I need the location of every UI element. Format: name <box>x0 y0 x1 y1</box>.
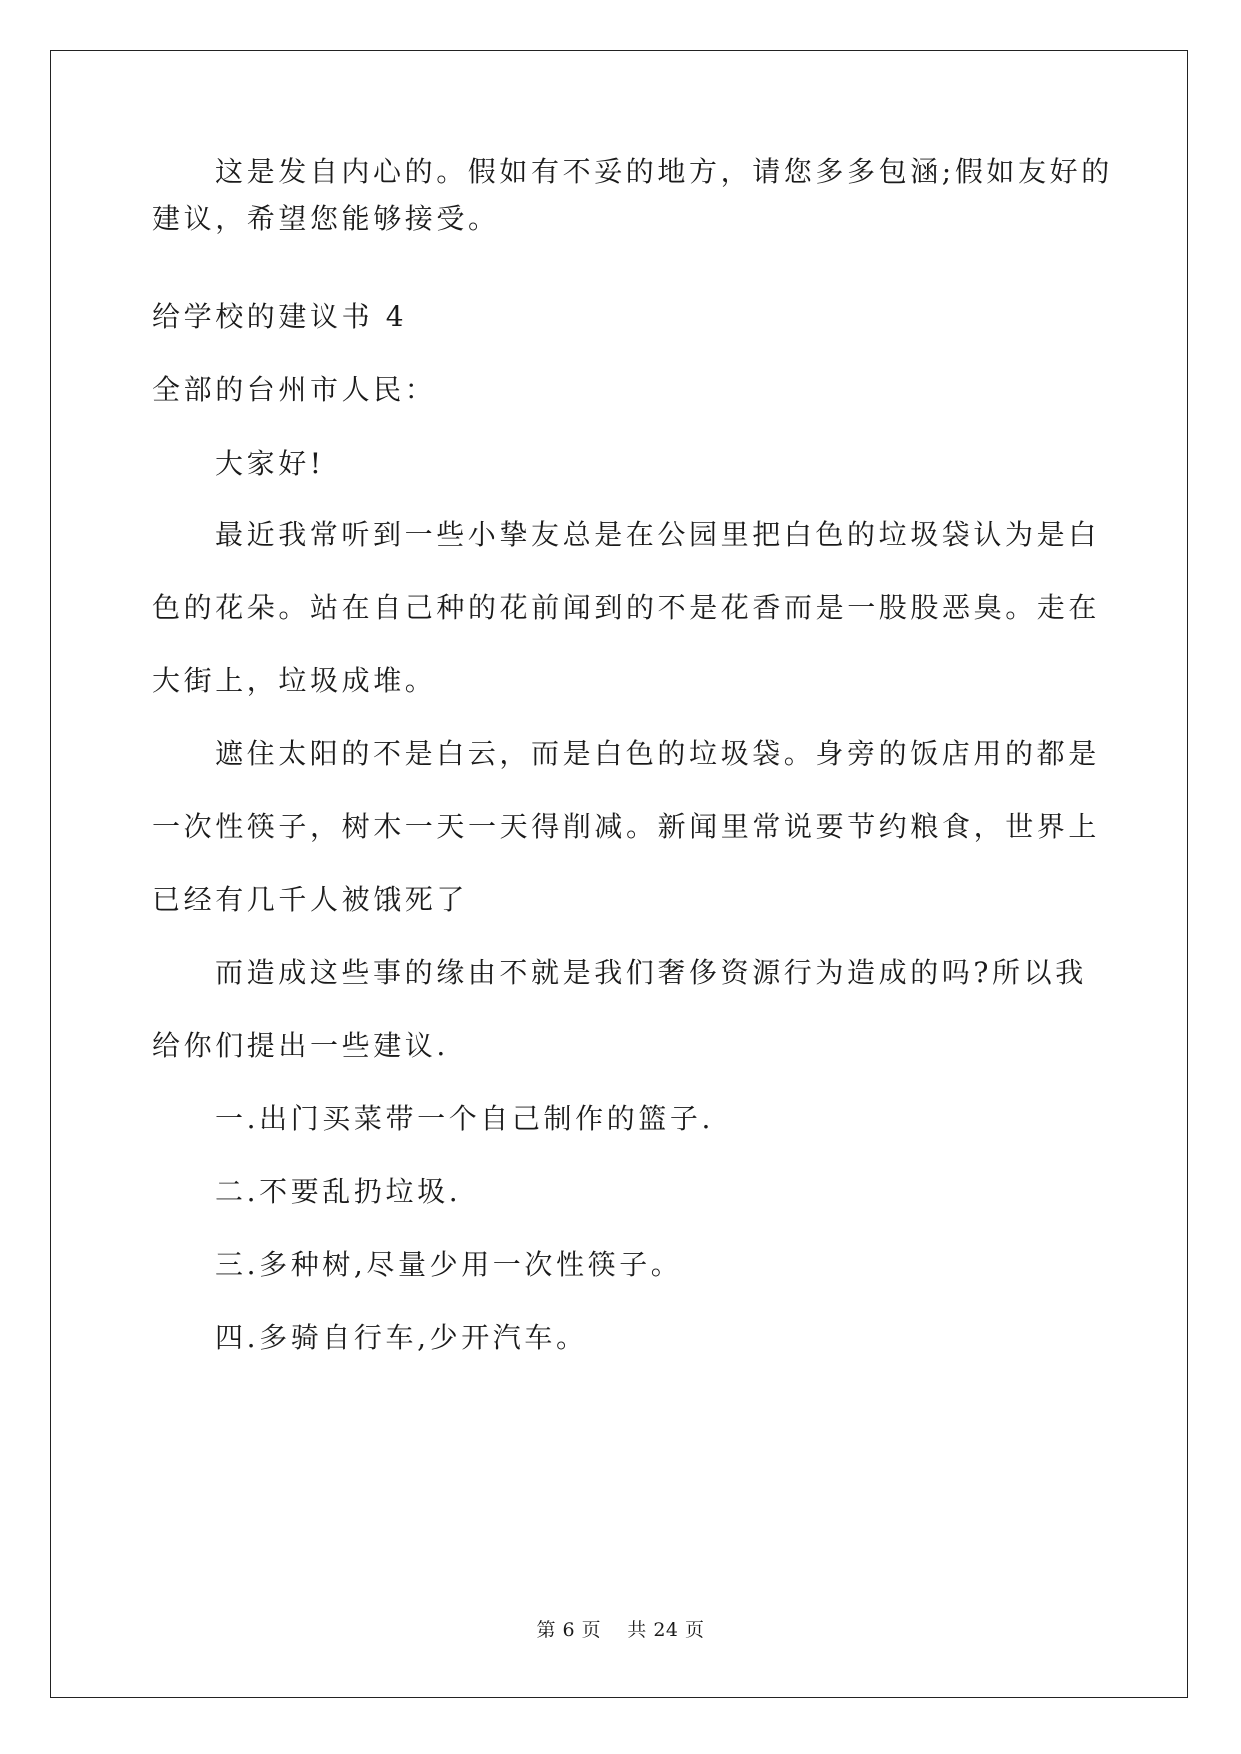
suggestion-item-4: 四.多骑自行车,少开汽车。 <box>215 1321 588 1354</box>
page-number: 第 6 页 <box>536 1619 602 1641</box>
paragraph-3-line-3: 已经有几千人被饿死了 <box>152 883 469 916</box>
salutation: 全部的台州市人民： <box>152 373 437 406</box>
paragraph-4-line-1: 而造成这些事的缘由不就是我们奢侈资源行为造成的吗?所以我 <box>215 956 1087 989</box>
paragraph-3-line-1: 遮住太阳的不是白云，而是白色的垃圾袋。身旁的饭店用的都是 <box>215 737 1100 770</box>
paragraph-1-line-2: 建议，希望您能够接受。 <box>152 202 500 235</box>
section-heading: 给学校的建议书 4 <box>152 300 408 333</box>
page-footer <box>0 1618 1241 1642</box>
suggestion-item-3: 三.多种树,尽量少用一次性筷子。 <box>215 1248 683 1281</box>
paragraph-3-line-2: 一次性筷子，树木一天一天得削减。新闻里常说要节约粮食，世界上 <box>152 810 1101 843</box>
paragraph-2-line-3: 大街上，垃圾成堆。 <box>152 664 437 697</box>
suggestion-item-2: 二.不要乱扔垃圾. <box>215 1175 462 1208</box>
suggestion-item-1: 一.出门买菜带一个自己制作的篮子. <box>215 1102 715 1135</box>
greeting: 大家好! <box>215 447 325 480</box>
paragraph-1-line-1: 这是发自内心的。假如有不妥的地方，请您多多包涵;假如友好的 <box>215 155 1113 188</box>
paragraph-4-line-2: 给你们提出一些建议. <box>152 1029 449 1062</box>
paragraph-2-line-2: 色的花朵。站在自己种的花前闻到的不是花香而是一股股恶臭。走在 <box>152 591 1101 624</box>
total-pages: 共 24 页 <box>627 1619 705 1641</box>
paragraph-2-line-1: 最近我常听到一些小挚友总是在公园里把白色的垃圾袋认为是白 <box>215 518 1100 551</box>
